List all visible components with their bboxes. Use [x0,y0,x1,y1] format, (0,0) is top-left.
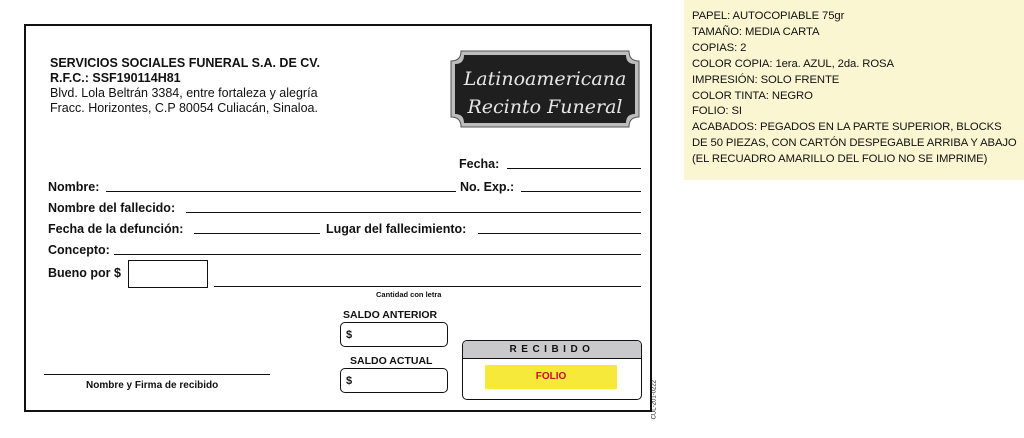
amount-box[interactable] [128,260,208,288]
no-exp-label: No. Exp.: [460,180,515,194]
receipt-form [24,24,657,420]
recibido-box [462,340,642,400]
folio-box: FOLIO [485,365,617,389]
no-exp-line[interactable] [521,191,641,192]
firma-line[interactable] [44,374,270,375]
print-specs-note [684,0,1024,180]
spec-line: PAPEL: AUTOCOPIABLE 75gr [692,10,845,22]
nombre-fallecido-label: Nombre del fallecido: [48,201,176,215]
spec-line: TAMAÑO: MEDIA CARTA [692,25,820,38]
spec-line: IMPRESIÓN: SOLO FRENTE [692,73,840,86]
fecha-label: Fecha: [459,157,500,171]
company-name: SERVICIOS SOCIALES FUNERAL S.A. DE CV. [50,56,320,70]
concepto-line[interactable] [114,254,641,255]
lugar-fallecimiento-label: Lugar del fallecimiento: [326,222,467,236]
nombre-fallecido-line[interactable] [186,212,641,213]
saldo-actual-box[interactable] [340,368,448,393]
firma-label: Nombre y Firma de recibido [86,380,219,391]
concepto-label: Concepto: [48,243,110,257]
spec-line: COLOR COPIA: 1era. AZUL, 2da. ROSA [692,57,894,70]
fecha-defuncion-label: Fecha de la defunción: [48,222,184,236]
company-rfc: R.F.C.: SSF190114H81 [50,71,181,85]
cantidad-letra-line[interactable] [214,286,641,287]
saldo-actual-prefix: $ [346,375,353,387]
saldo-anterior-title: SALDO ANTERIOR [343,309,438,321]
cantidad-letra-caption: Cantidad con letra [376,290,442,299]
nombre-line[interactable] [106,191,456,192]
company-address-line2: Fracc. Horizontes, C.P 80054 Culiacán, Sinaloa. [50,101,318,115]
spec-line: (EL RECUADRO AMARILLO DEL FOLIO NO SE IMPRIME) [692,153,988,166]
spec-line: DE 50 PIEZAS, CON CARTÓN DESPEGABLE ARRIBA Y ABAJO [692,137,1017,150]
lugar-fallecimiento-line[interactable] [478,233,641,234]
company-address-line1: Blvd. Lola Beltrán 3384, entre fortaleza y alegría [50,86,318,100]
spec-line: COLOR TINTA: NEGRO [692,89,813,102]
fecha-line[interactable] [507,168,641,169]
recibido-title: RECIBIDO [463,341,641,359]
company-info [50,56,320,116]
logo-line2: Recinto Funeral [467,96,623,118]
spec-line: COPIAS: 2 [692,41,747,54]
logo-line1: Latinoamericana [463,68,627,90]
saldo-anterior-prefix: $ [346,329,353,341]
spec-line: ACABADOS: PEGADOS EN LA PARTE SUPERIOR, BLOCKS [692,121,1002,134]
saldo-actual-title: SALDO ACTUAL [350,355,433,367]
latinoamericana-logo [449,49,641,129]
nombre-label: Nombre: [48,180,100,194]
fecha-defuncion-line[interactable] [194,233,320,234]
form-code: CUL-201-0222 [651,380,657,420]
spec-line: FOLIO: SI [692,105,742,118]
bueno-por-label: Bueno por $ [48,266,121,280]
saldo-anterior-box[interactable] [340,322,448,347]
